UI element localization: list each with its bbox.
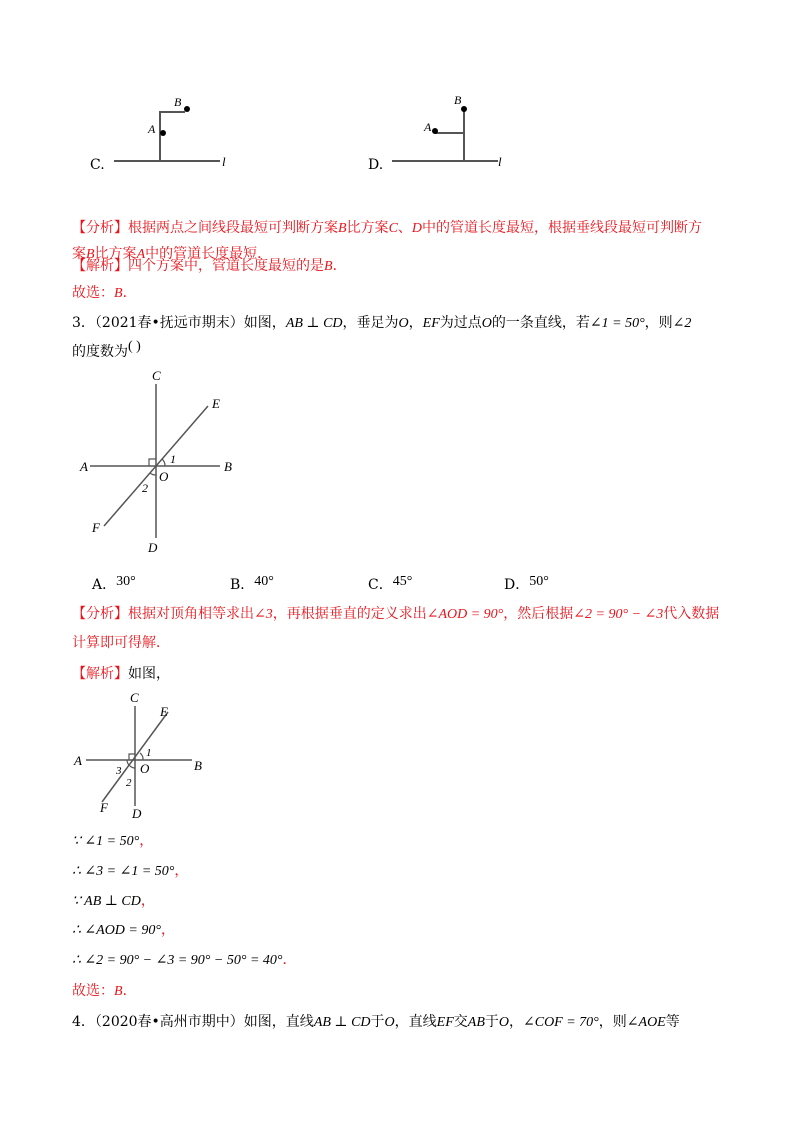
option-d-label: D. bbox=[368, 157, 384, 173]
q3-step-5: ∴ ∠2 = 90° − ∠3 = 90° − 50° = 40°． bbox=[72, 952, 297, 968]
label-b: B bbox=[224, 459, 232, 474]
label-2: 2 bbox=[126, 777, 132, 789]
q3-answer: 故选：B． bbox=[72, 983, 137, 999]
point-b-dot bbox=[184, 106, 190, 112]
q3-step-4: ∴ ∠AOD = 90°， bbox=[72, 922, 175, 938]
q3-question-line2: 的度数为( ) bbox=[72, 339, 141, 360]
q3-figure-main bbox=[72, 370, 242, 560]
q2-answer: 故选：B． bbox=[72, 285, 137, 301]
label-o: O bbox=[140, 761, 150, 776]
label-d: D bbox=[132, 806, 142, 821]
option-c-label: C. bbox=[90, 157, 105, 173]
q2-analysis-line1: 【分析】根据两点之间线段最短可判断方案B比方案C、D中的管道长度最短，根据垂线段最短可判断方 bbox=[72, 220, 703, 236]
point-a-dot bbox=[160, 130, 166, 136]
label-o: O bbox=[159, 469, 169, 484]
q2-solution: 【解析】四个方案中，管道长度最短的是B． bbox=[72, 258, 347, 274]
angle-2-arc bbox=[150, 473, 156, 475]
label-a: A bbox=[148, 122, 156, 136]
q3-step-2: ∴ ∠3 = ∠1 = 50°， bbox=[72, 863, 189, 879]
q3-solution: 【解析】如图， bbox=[72, 666, 170, 682]
pipe-path bbox=[160, 112, 185, 161]
label-1: 1 bbox=[170, 452, 176, 466]
label-e: E bbox=[212, 396, 220, 411]
q4-question-line1: 4．（2020春•高州市期中）如图，直线AB ⊥ CD于O，直线EF交AB于O，∠COF = 70°，则∠AOE等 bbox=[72, 1014, 680, 1030]
q3-figure-solution bbox=[72, 690, 212, 825]
label-d: D bbox=[148, 540, 158, 555]
analysis-tag: 【分析】 bbox=[72, 220, 128, 236]
q3-option-a[interactable]: A．30° bbox=[92, 574, 136, 593]
label-f: F bbox=[100, 800, 108, 815]
q3-analysis-line1: 【分析】根据对顶角相等求出∠3，再根据垂直的定义求出∠AOD = 90°，然后根据∠2 = 90° − ∠3代入数据 bbox=[72, 606, 720, 622]
label-1: 1 bbox=[146, 747, 152, 759]
label-2: 2 bbox=[142, 481, 148, 495]
analysis-tag: 【分析】 bbox=[72, 606, 128, 622]
figure-option-c bbox=[110, 90, 230, 170]
label-l: l bbox=[222, 154, 226, 169]
label-a: A bbox=[74, 753, 82, 768]
q3-step-3: ∵ AB ⊥ CD， bbox=[72, 893, 155, 909]
solution-tag: 【解析】 bbox=[72, 666, 128, 682]
angle-1-arc bbox=[162, 459, 165, 466]
right-angle-mark bbox=[149, 459, 156, 466]
label-b: B bbox=[174, 95, 182, 109]
q3-option-d[interactable]: D．50° bbox=[504, 574, 549, 593]
label-3: 3 bbox=[116, 765, 122, 777]
angle-3-arc bbox=[127, 760, 130, 766]
figure-option-d bbox=[388, 90, 513, 170]
q3-option-b[interactable]: B．40° bbox=[230, 574, 274, 593]
label-a: A bbox=[424, 120, 432, 134]
label-c: C bbox=[130, 690, 139, 705]
label-b: B bbox=[454, 93, 462, 107]
solution-tag: 【解析】 bbox=[72, 258, 128, 274]
label-e: E bbox=[160, 704, 168, 719]
question-number: 4． bbox=[72, 1014, 95, 1030]
question-number: 3． bbox=[72, 315, 95, 331]
label-a: A bbox=[80, 459, 88, 474]
point-b-dot bbox=[461, 106, 467, 112]
label-f: F bbox=[92, 520, 100, 535]
label-l: l bbox=[498, 154, 502, 169]
q2-analysis-line2: 案B比方案A中的管道长度最短． bbox=[72, 246, 272, 262]
label-c: C bbox=[152, 370, 161, 383]
label-b: B bbox=[194, 758, 202, 773]
point-a-dot bbox=[432, 128, 438, 134]
angle-1-arc bbox=[140, 753, 143, 760]
answer-paren: ( ) bbox=[128, 339, 141, 354]
q3-option-c[interactable]: C．45° bbox=[368, 574, 413, 593]
q3-question-line1: 3．（2021春•抚远市期末）如图，AB ⊥ CD，垂足为O，EF为过点O的一条直线，若∠1 = 50°，则∠2 bbox=[72, 315, 692, 331]
q3-step-1: ∵ ∠1 = 50°， bbox=[72, 833, 154, 849]
q3-analysis-line2: 计算即可得解． bbox=[72, 635, 170, 651]
